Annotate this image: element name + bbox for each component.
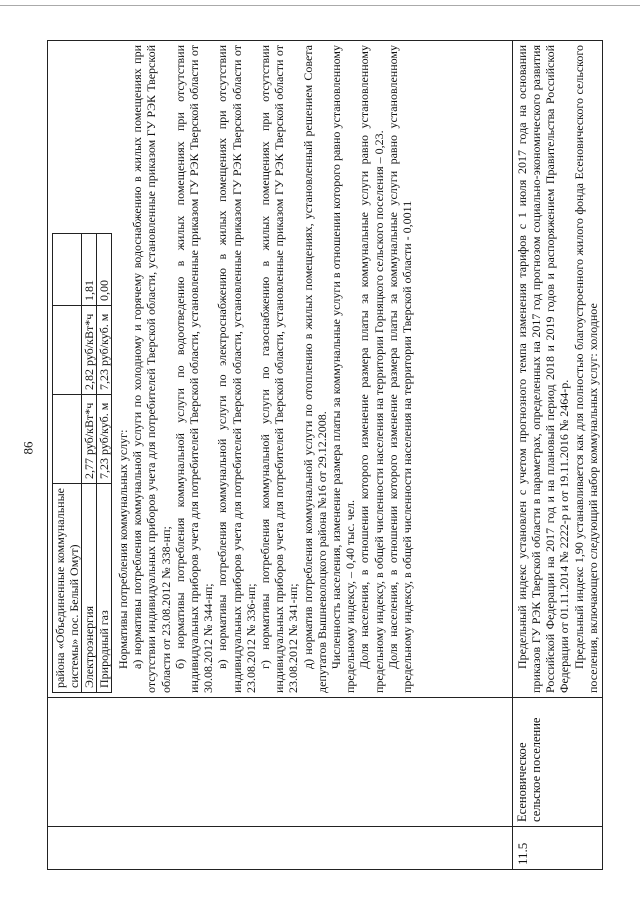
tariff-index: 0,00 xyxy=(97,234,112,306)
paragraph: а) нормативы потребления коммунальной услуги по холодному и горячему водоснабжению в жилых помещениях при отсутствии индивидуальных приборов учета для потребителей Тверской области, установленные приказом ГУ РЭК Тверской области от 23.08.2012 № 338-нп; xyxy=(130,45,173,693)
paragraph: в) нормативы потребления коммунальной услуги по электроснабжению в жилых помещениях при отсутствии индивидуальных приборов учета для потребителей Тверской области, установленные приказом ГУ РЭК Тверской области от 23.08.2012 № 336-нп; xyxy=(215,45,258,693)
row-number: 11.5 xyxy=(512,827,602,870)
paragraph: Численность населения, изменение размера платы за коммунальные услуги в отношении которого равно установленному предельному индексу, – 0,40 тыс. чел. xyxy=(329,45,358,693)
tariff-index xyxy=(53,234,82,306)
tariff-value-2 xyxy=(53,306,82,395)
tariff-name: района «Объединенные коммунальные системы» пос. Белый Омут) xyxy=(53,484,82,693)
tariff-name: Электроэнергия xyxy=(82,484,97,693)
paragraph: Доля населения, в отношении которого изменение размера платы за коммунальные услуги равно установленному предельному индексу, в общей численности населения на территории Тверской области - 0,0011 xyxy=(385,45,415,693)
tariff-value-2: 2,82 руб/кВт*ч xyxy=(82,306,97,395)
scan-top-edge xyxy=(0,5,640,8)
paragraph: Предельный индекс 1,90 устанавливается как для полностью благоустроенного жилого фонда Есеновического сельского поселения, включающего следующий набор коммунальных услуг: холодное xyxy=(571,45,600,693)
paragraph: б) нормативы потребления коммунальной услуги по водоотведению в жилых помещениях при отсутствии индивидуальных приборов учета для потребителей Тверской области, установленные приказом ГУ РЭК Тверской области от 30.08.2012 № 344-нп; xyxy=(172,45,216,693)
row-body-cell xyxy=(48,41,513,698)
page-number: 86 xyxy=(20,441,36,455)
main-table xyxy=(47,40,603,870)
paragraph: д) норматив потребления коммунальной услуги по отоплению в жилых помещениях, установленный решением Совета депутатов Вышневолоцкого района №16 от 29.12.2008. xyxy=(300,45,329,693)
tariff-table xyxy=(52,233,112,693)
paragraph: г) нормативы потребления коммунальной услуги по газоснабжению в жилых помещениях при отсутствии индивидуальных приборов учета для потребителей Тверской области, установленные приказом ГУ РЭК Тверской области от 23.08.2012 № 341-нп; xyxy=(258,45,301,693)
tariff-name: Природный газ xyxy=(97,484,112,693)
tariff-row xyxy=(53,234,82,693)
row-body-cell xyxy=(512,41,602,698)
row-name-cell xyxy=(48,698,513,827)
paragraph: Доля населения, в отношении которого изменение размера платы за коммунальные услуги равно установленному предельному индексу, в общей численности населения на территории Горняцкого сельского поселения – 0,23. xyxy=(357,45,386,693)
rotated-page xyxy=(47,40,603,870)
tariff-index: 1,81 xyxy=(82,234,97,306)
row-name: Есеновическое сельское поселение xyxy=(512,698,602,827)
tariff-value-1: 7,23 руб/куб. м xyxy=(97,395,112,484)
tariff-value-2: 7,23 руб/куб. м xyxy=(97,306,112,395)
tariff-row xyxy=(82,234,97,693)
tariff-value-1 xyxy=(53,395,82,484)
paragraph: Предельный индекс установлен с учетом прогнозного темпа изменения тарифов с 1 июля 2017 года на основании приказов ГУ РЭК Тверской области в параметрах, определенных на 2017 год прогнозом социально-экономического развития Российской Федерации на 2017 год и на плановый период 2018 и 2019 годов и распоряжением Правительства Российской Федерации от 01.11.2014 № 2222-р и от 19.11.2016 № 2464-р. xyxy=(514,45,572,693)
paragraph: Нормативы потребления коммунальных услуг: xyxy=(116,429,130,669)
tariff-row xyxy=(97,234,112,693)
table-row-next xyxy=(512,41,602,870)
tariff-value-1: 2,77 руб/кВт*ч xyxy=(82,395,97,484)
row-number-cell xyxy=(48,827,513,870)
table-row-prev xyxy=(48,41,513,870)
